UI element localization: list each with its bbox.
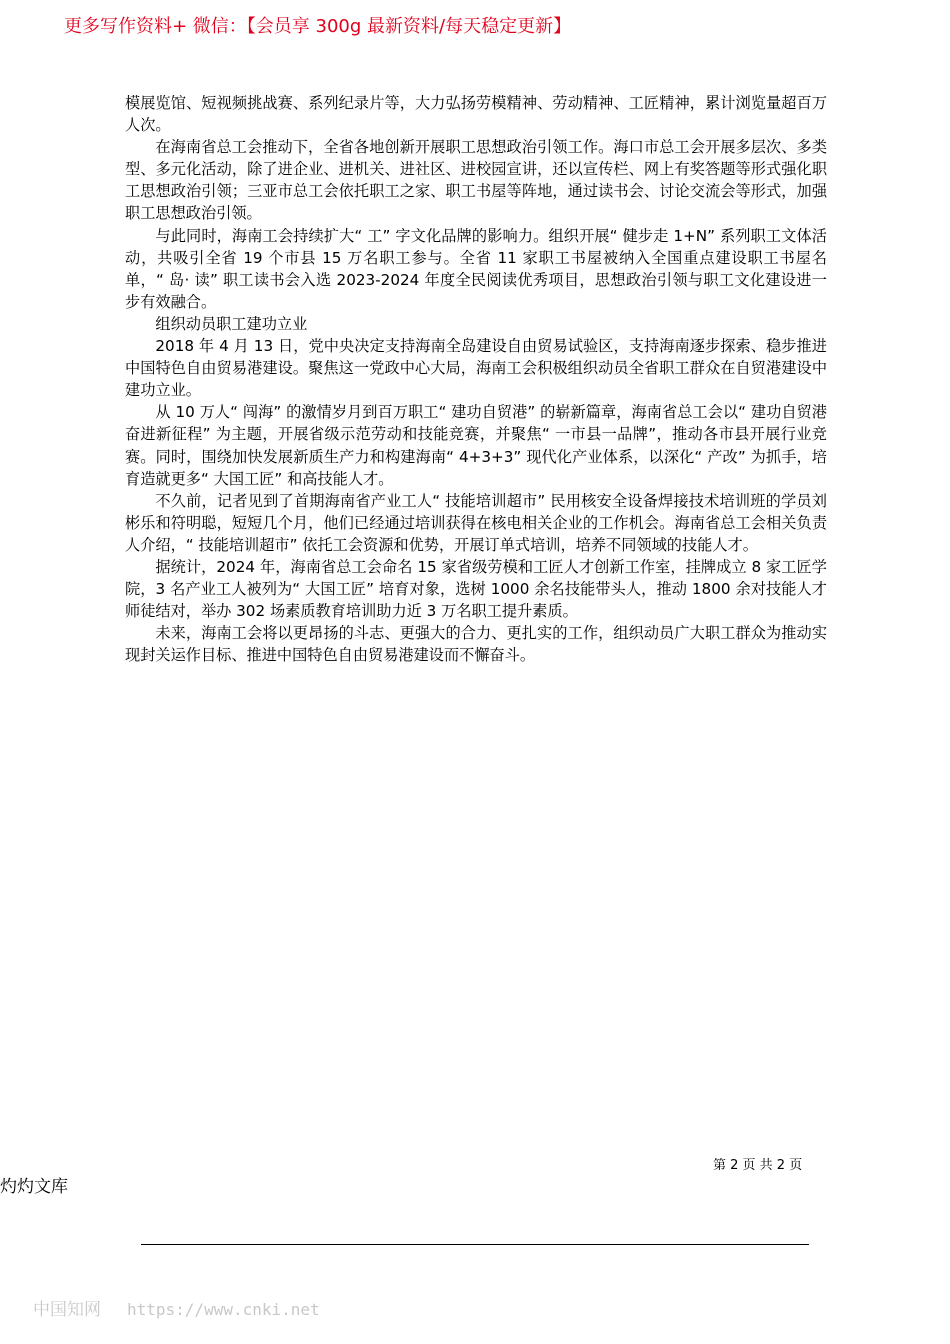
section-heading: 组织动员职工建功立业 <box>155 314 308 333</box>
watermark <box>33 1295 320 1320</box>
article-paragraph: 在海南省总工会推动下，全省各地创新开展职工思想政治引领工作。海口市总工会开展多层次、多类型、多元化活动，除了进企业、进机关、进社区、进校园宣讲，还以宣传栏、网上有奖答题等形式强化职工思想政治引领；三亚市总工会依托职工之家、职工书屋等阵地，通过读书会、讨论交流会等形式，加强职工思想政治引领。 <box>125 138 827 223</box>
page-number: 第 2 页 共 2 页 <box>713 1158 803 1173</box>
watermark-url: https://www.cnki.net <box>127 1300 320 1319</box>
footer-divider <box>141 1244 809 1245</box>
watermark-name: 中国知网 <box>33 1300 101 1320</box>
article-paragraph: 不久前，记者见到了首期海南省产业工人“ 技能培训超市” 民用核安全设备焊接技术培训班的学员刘彬乐和符明聪，短短几个月，他们已经通过培训获得在核电相关企业的工作机会。海南省总工会相关负责人介绍，“ 技能培训超市” 依托工会资源和优势，开展订单式培训，培养不同领域的技能人才。 <box>125 491 827 554</box>
article-paragraph: 模展览馆、短视频挑战赛、系列纪录片等，大力弘扬劳模精神、劳动精神、工匠精神，累计浏览量超百万人次。 <box>125 94 827 135</box>
promo-banner: 更多写作资料+ 微信：【会员享 300g 最新资料/每天稳定更新】 <box>64 16 572 37</box>
library-name: 灼灼文库 <box>0 1177 68 1197</box>
article-paragraph: 据统计，2024 年，海南省总工会命名 15 家省级劳模和工匠人才创新工作室，挂牌成立 8 家工匠学院，3 名产业工人被列为“ 大国工匠” 培育对象，选树 1000 余名技能带头人，推动 1800 余对技能人才师徒结对，举办 302 场素质教育培训助力近 3 万名职工提升素质。 <box>125 557 827 621</box>
article-body <box>125 92 843 666</box>
article-paragraph: 与此同时，海南工会持续扩大“ 工” 字文化品牌的影响力。组织开展“ 健步走 1+N” 系列职工文体活动，共吸引全省 19 个市县 15 万名职工参与。全省 11 家职工书屋被纳入全国重点建设职工书屋名单，“ 岛· 读” 职工读书会入选 2023-2024 年度全民阅读优秀项目，思想政治引领与职工文化建设进一步有效融合。 <box>125 226 827 311</box>
article-paragraph: 未来，海南工会将以更昂扬的斗志、更强大的合力、更扎实的工作，组织动员广大职工群众为推动实现封关运作目标、推进中国特色自由贸易港建设而不懈奋斗。 <box>125 624 827 665</box>
article-paragraph: 从 10 万人“ 闯海” 的激情岁月到百万职工“ 建功自贸港” 的崭新篇章，海南省总工会以“ 建功自贸港 奋进新征程” 为主题，开展省级示范劳动和技能竞赛，并聚焦“ 一市县一品牌”，推动各市县开展行业竞赛。同时，围绕加快发展新质生产力和构建海南“ 4+3+3” 现代化产业体系，以深化“ 产改” 为抓手，培育造就更多“ 大国工匠” 和高技能人才。 <box>125 403 843 488</box>
article-paragraph: 2018 年 4 月 13 日，党中央决定支持海南全岛建设自由贸易试验区，支持海南逐步探索、稳步推进中国特色自由贸易港建设。聚焦这一党政中心大局，海南工会积极组织动员全省职工群众在自贸港建设中建功立业。 <box>125 337 827 400</box>
